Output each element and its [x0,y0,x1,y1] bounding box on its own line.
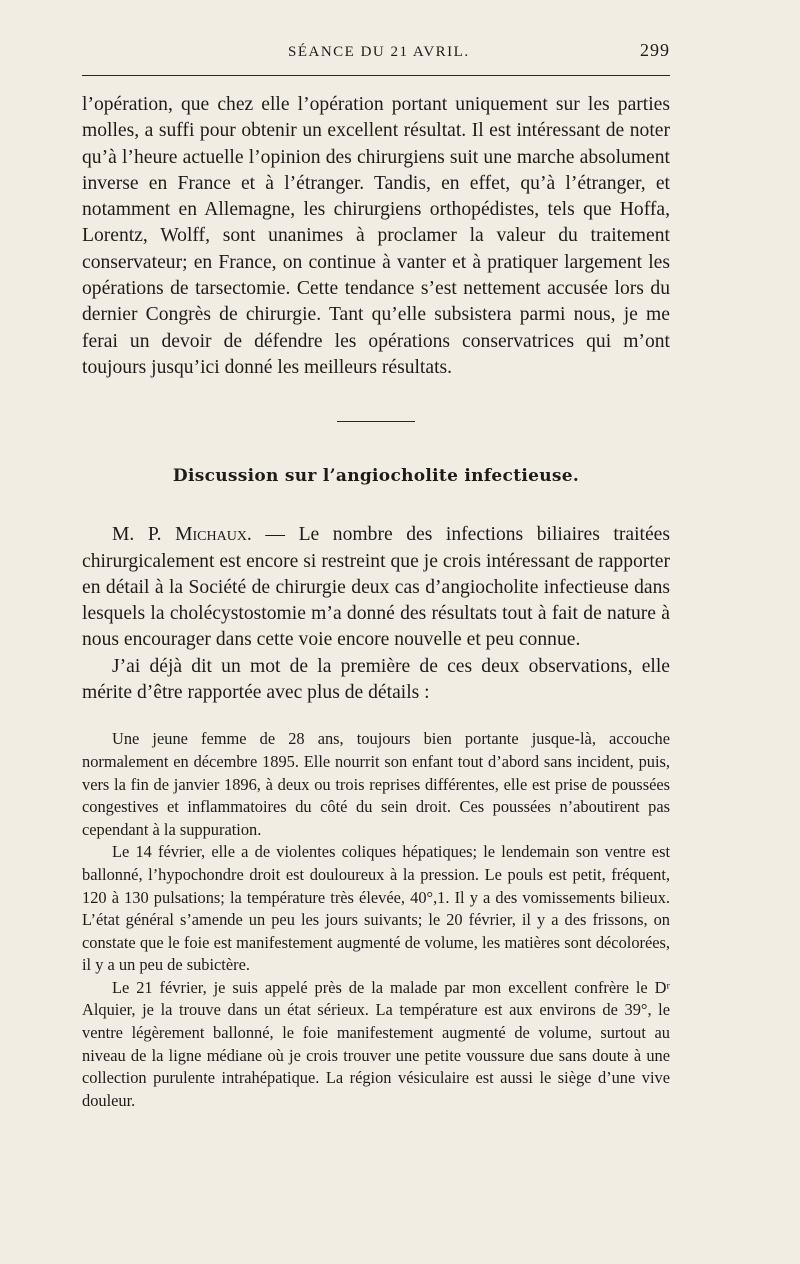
continuation-paragraph: l’opération, que chez elle l’opération portant uniquement sur les parties molles, a suffi pour obtenir un excellent résultat. Il est intéressant de noter qu’à l’heure actuelle l’opinion des chirurgiens suit une marche absolument inverse en France et à l’étranger. Tandis, en effet, qu’à l’étranger, et notamment en Allemagne, les chirurgiens orthopédistes, tels que Hoffa, Lorentz, Wolff, sont unanimes à proclamer la valeur du traitement conservateur; en France, on continue à vanter et à pratiquer largement les opérations de tarsectomie. Cette tendance s’est nettement accusée lors du dernier Congrès de chirurgie. Tant qu’elle subsistera parmi nous, je me ferai un devoir de défendre les opérations conservatrices qui m’ont toujours jusqu’ici donné les meilleurs résultats. [82,94,670,378]
speaker-intro-text: — Le nombre des infections biliaires traitées chirurgicalement est encore si restreint que je crois intéressant de rapporter en détail à la Société de chirurgie deux cas d’angiocholite infectieuse dans lesquels la cholécystostomie m’a donné des résultats tout à fait de nature à nous encourager dans cette voie encore nouvelle et peu connue. [82,524,670,651]
second-paragraph: J’ai déjà dit un mot de la première de ces deux observations, elle mérite d’être rapportée avec plus de détails : [82,655,670,704]
speaker-paragraph [82,522,670,653]
running-header [82,40,670,61]
speaker-name: M. P. Michaux. [112,524,252,546]
header-rule [82,75,670,76]
observation-paragraph-3: Le 21 février, je suis appelé près de la malade par mon excellent confrère le Dʳ Alquier, je la trouve dans un état sérieux. La température est aux environs de 39°, le ventre légèrement ballonné, le foie manifestement augmenté de volume, surtout au niveau de la ligne médiane où je crois trouver une petite voussure due sans doute à une collection purulente intrahépatique. La région vésiculaire est aussi le siège d’une vive douleur. [82,977,670,1110]
running-title: SÉANCE DU 21 AVRIL. [288,44,470,60]
section-separator [337,421,415,422]
section-heading: Discussion sur l’angiocholite infectieuse. [172,466,580,487]
page-number: 299 [640,40,670,60]
observation-paragraph-1: Une jeune femme de 28 ans, toujours bien portante jusque-là, accouche normalement en décembre 1895. Elle nourrit son enfant tout d’abord sans incident, puis, vers la fin de janvier 1896, à deux ou trois reprises différentes, elle est prise de poussées congestives et inflammatoires du côté du sein droit. Ces poussées n’aboutirent pas cependant à la suppuration. [82,729,670,839]
observation-paragraph-2: Le 14 février, elle a de violentes coliques hépatiques; le lendemain son ventre est ballonné, l’hypochondre droit est douloureux à la pression. Le pouls est petit, fréquent, 120 à 130 pulsations; la température très élevée, 40°,1. Il y a des vomissements bilieux. L’état général s’amende un peu les jours suivants; le 20 février, il y a des frissons, on constate que le foie est manifestement augmenté de volume, les matières sont décolorées, il y a un peu de subictère. [82,842,670,975]
